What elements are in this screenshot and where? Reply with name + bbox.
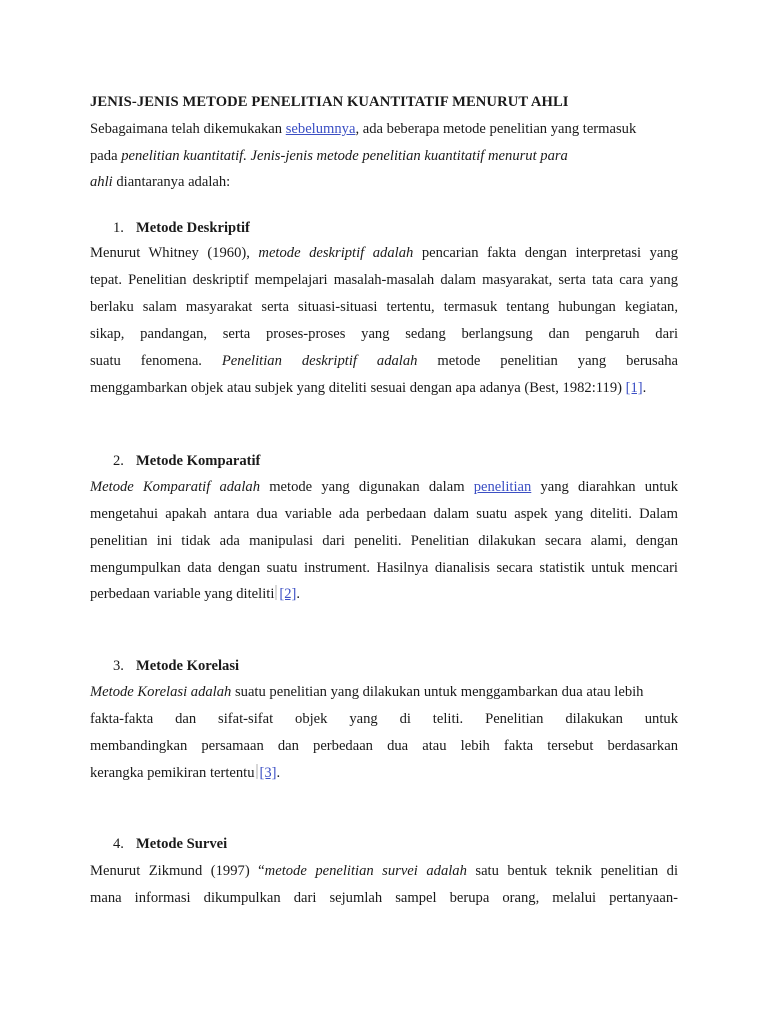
text: suatu penelitian yang dilakukan untuk menggambarkan dua atau lebih: [231, 684, 644, 700]
text: Menurut Zikmund (1997) “: [90, 863, 265, 879]
footnote-link-1[interactable]: [1]: [625, 380, 643, 396]
paragraph-line: [90, 861, 678, 881]
anchor-marker: [256, 764, 258, 779]
text: metode penelitian yang berusaha: [417, 353, 678, 369]
italic-text: Penelitian deskriptif adalah: [221, 353, 418, 369]
section-heading-label: Metode Korelasi: [136, 658, 240, 674]
text: pencarian fakta dengan interpretasi yang: [413, 245, 679, 261]
text: .: [296, 586, 301, 602]
intro-text: diantaranya adalah:: [112, 174, 231, 190]
section-heading-komparatif: [113, 451, 260, 471]
section-number: 1.: [113, 220, 124, 236]
section-number: 4.: [113, 836, 124, 852]
paragraph-line: [90, 584, 678, 604]
text: perbedaan variable yang diteliti: [90, 586, 275, 602]
paragraph-line: penelitian ini tidak ada manipulasi dari peneliti. Penelitian dilakukan secara alami, dengan: [90, 533, 678, 549]
intro-text: Sebagaimana telah dikemukakan: [90, 121, 286, 137]
text: suatu fenomena.: [90, 353, 222, 369]
paragraph-line: membandingkan persamaan dan perbedaan dua atau lebih fakta tersebut berdasarkan: [90, 738, 678, 754]
intro-line-2: [90, 146, 678, 166]
footnote-link-2[interactable]: [2]: [279, 586, 297, 602]
paragraph-line: berlaku salam masyarakat serta situasi-situasi tertentu, termasuk tentang hubungan kegiatan,: [90, 299, 678, 315]
text: kerangka pemikiran tertentu: [90, 765, 255, 781]
section-heading-deskriptif: [113, 218, 250, 238]
paragraph-line: [90, 763, 678, 783]
paragraph-line: tepat. Penelitian deskriptif mempelajari masalah-masalah dalam masyarakat, serta tata cara yang: [90, 272, 678, 288]
italic-text: metode penelitian survei adalah: [264, 863, 467, 879]
section-heading-korelasi: [113, 656, 239, 676]
intro-line-3: [90, 172, 678, 192]
paragraph-line: [90, 682, 678, 702]
footnote-link-3[interactable]: [3]: [259, 765, 277, 781]
link-sebelumnya[interactable]: sebelumnya: [285, 121, 356, 137]
section-heading-survei: [113, 834, 227, 854]
section-number: 3.: [113, 658, 124, 674]
text: menggambarkan objek atau subjek yang diteliti sesuai dengan apa adanya (Best, 1982:119): [90, 380, 626, 396]
intro-text: pada: [90, 148, 122, 164]
section-heading-label: Metode Komparatif: [136, 453, 261, 469]
paragraph-line: [90, 351, 678, 371]
text: yang diarahkan untuk: [531, 479, 679, 495]
anchor-marker: [275, 585, 277, 600]
page-title: JENIS-JENIS METODE PENELITIAN KUANTITATIF MENURUT AHLI: [90, 94, 569, 110]
paragraph-line: sikap, pandangan, serta proses-proses yang sedang berlangsung dan pengaruh dari: [90, 326, 678, 342]
section-heading-label: Metode Deskriptif: [136, 220, 250, 236]
paragraph-line: [90, 477, 678, 497]
intro-italic-text: penelitian kuantitatif. Jenis-jenis metode penelitian kuantitatif menurut para: [121, 148, 568, 164]
paragraph-line: mengumpulkan data dengan suatu instrument. Hasilnya dianalisis secara statistik untuk mencari: [90, 560, 678, 576]
section-heading-label: Metode Survei: [136, 836, 228, 852]
italic-text: Metode Korelasi adalah: [90, 684, 232, 700]
intro-line-1: [90, 119, 678, 139]
text: .: [642, 380, 647, 396]
text: .: [276, 765, 281, 781]
intro-text: , ada beberapa metode penelitian yang termasuk: [355, 121, 637, 137]
text: Menurut Whitney (1960),: [90, 245, 259, 261]
italic-text: metode deskriptif adalah: [258, 245, 414, 261]
paragraph-line: mana informasi dikumpulkan dari sejumlah sampel berupa orang, melalui pertanyaan-: [90, 890, 678, 906]
italic-text: Metode Komparatif adalah: [90, 479, 260, 495]
paragraph-line: fakta-fakta dan sifat-sifat objek yang di teliti. Penelitian dilakukan untuk: [90, 711, 678, 727]
section-number: 2.: [113, 453, 124, 469]
link-penelitian[interactable]: penelitian: [473, 479, 532, 495]
text: satu bentuk teknik penelitian di: [466, 863, 678, 879]
intro-italic-text: ahli: [90, 174, 113, 190]
text: metode yang digunakan dalam: [260, 479, 474, 495]
paragraph-line: mengetahui apakah antara dua variable ada perbedaan dalam suatu aspek yang diteliti. Dalam: [90, 506, 678, 522]
paragraph-line: [90, 243, 678, 263]
paragraph-line: [90, 378, 678, 398]
